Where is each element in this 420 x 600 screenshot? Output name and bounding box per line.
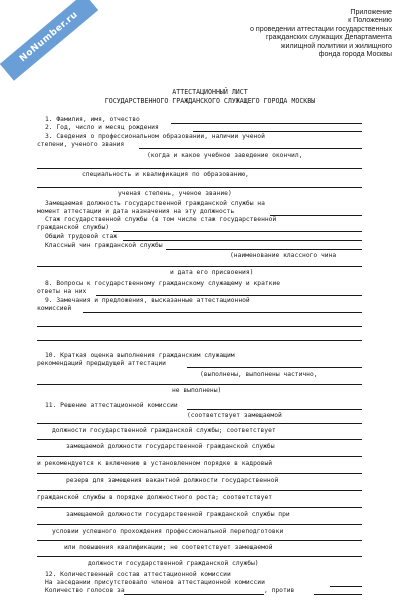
decision-option-text: замещаемой должности государственной гражданской службы — [66, 443, 275, 450]
watermark: NoNumber.ru — [0, 0, 98, 81]
field-hint-class-rank: (наименование классного чина — [230, 252, 337, 259]
fill-line — [37, 187, 362, 188]
decision-option-text: должности государственной гражданской службы; соответствует — [52, 427, 276, 434]
fill-line — [187, 409, 362, 410]
fill-line — [37, 168, 362, 169]
fill-line — [37, 266, 362, 267]
fill-line — [171, 123, 362, 124]
field-label-position-cont: момент аттестации и дата назначения на эту должность — [37, 208, 235, 215]
field-label-assessment-cont: рекомендаций предыдущей аттестации — [37, 360, 166, 367]
field-label-fullname: 1. Фамилия, имя, отчество — [45, 116, 140, 123]
fill-line — [193, 131, 362, 132]
field-hint-rank-date: и дата его присвоения) — [170, 269, 254, 276]
field-hint-education: (когда и какое учебное заведение окончил, — [147, 152, 303, 159]
document-subtitle: ГОСУДАРСТВЕННОГО ГРАЖДАНСКОГО СЛУЖАЩЕГО ГОРОДА МОСКВЫ — [104, 97, 316, 105]
fill-line — [37, 540, 362, 541]
field-label-education: 3. Сведения о профессиональном образовании, наличии ученой — [45, 133, 265, 140]
fill-line — [123, 240, 362, 241]
field-hint-specialty: специальность и квалификация по образованию, — [82, 171, 249, 178]
fill-line — [37, 524, 362, 525]
decision-option-text: замещаемой должности государственной гражданской службы при — [66, 511, 290, 518]
field-label-votes-for: Количество голосов за — [45, 587, 125, 594]
decision-option-text: (соответствует замещаемой — [187, 412, 282, 419]
fill-line — [37, 326, 362, 327]
field-hint-assessment: (выполнены, выполнены частично, — [200, 371, 318, 378]
fill-line — [124, 594, 264, 595]
fill-line — [139, 148, 362, 149]
fill-line — [37, 456, 362, 457]
field-label-questions: 8. Вопросы к государственному гражданскому служащему и краткие — [45, 280, 281, 287]
fill-line — [113, 231, 362, 232]
field-label-present-members: На заседании присутствовало членов аттестационной комиссии — [45, 579, 265, 586]
decision-option-text: условии успешного прохождения профессиональной переподготовки — [52, 528, 284, 535]
fill-line — [37, 384, 362, 385]
header-line: гражданских служащих Департамента — [266, 33, 392, 42]
appendix-header — [172, 8, 392, 58]
field-label-questions-cont: ответы на них — [37, 288, 87, 295]
decision-option-text: должности государственной гражданской службы) — [88, 560, 259, 567]
fill-line — [37, 556, 362, 557]
field-label-work-experience: Общий трудовой стаж — [45, 233, 118, 240]
field-label-votes-against: , против — [264, 587, 295, 594]
fill-line — [96, 295, 362, 296]
header-line: к Положению — [348, 16, 392, 25]
decision-option-text: и рекомендуется к включению в установленном порядке в кадровый — [37, 460, 273, 467]
header-line: о проведении аттестации государственных — [250, 24, 392, 33]
header-line: жилищной политики и жилищного — [280, 41, 392, 50]
field-label-service-length-cont: гражданской службы) — [37, 224, 110, 231]
fill-line — [83, 312, 362, 313]
fill-line — [37, 507, 362, 508]
field-label-assessment: 10. Краткая оценка выполнения гражданским служащим — [45, 352, 235, 359]
field-hint-degree: ученая степень, ученое звание) — [118, 190, 232, 197]
field-label-class-rank: Классный чин гражданской службы — [45, 242, 163, 249]
fill-line — [330, 586, 362, 587]
field-label-decision: 11. Решение аттестационной комиссии — [45, 402, 178, 409]
field-label-commission: 12. Количественный состав аттестационной комиссии — [45, 571, 231, 578]
field-label-education-cont: степени, ученого звания — [37, 141, 125, 148]
fill-line — [270, 215, 362, 216]
fill-line — [314, 594, 362, 595]
fill-line — [37, 473, 362, 474]
header-line: фонда города Москвы — [318, 50, 392, 59]
decision-option-text: или повышения квалификации; не соответствует замещаемой — [64, 544, 273, 551]
field-label-remarks-cont: комиссией — [37, 305, 72, 312]
field-hint-not-done: не выполнены) — [172, 387, 222, 394]
field-label-remarks: 9. Замечания и предложения, высказанные аттестационной — [45, 297, 250, 304]
fill-line — [37, 439, 362, 440]
field-label-service-length: Стаж государственной службы (в том числе стаж государственной — [45, 216, 277, 223]
document-title: АТТЕСТАЦИОННЫЙ ЛИСТ — [172, 88, 248, 96]
decision-option-text: гражданской службы в порядке должностного роста; соответствует — [37, 494, 273, 501]
fill-line — [166, 249, 362, 250]
decision-option-text: резерв для замещения вакантной должности государственной — [66, 477, 279, 484]
fill-line — [37, 340, 362, 341]
fill-line — [37, 490, 362, 491]
field-label-birthdate: 2. Год, число и месяц рождения — [45, 124, 159, 131]
fill-line — [187, 367, 362, 368]
header-line: Приложение — [350, 8, 392, 16]
fill-line — [37, 423, 362, 424]
field-label-position: Замещаемая должность государственной гражданской службы на — [45, 200, 265, 207]
